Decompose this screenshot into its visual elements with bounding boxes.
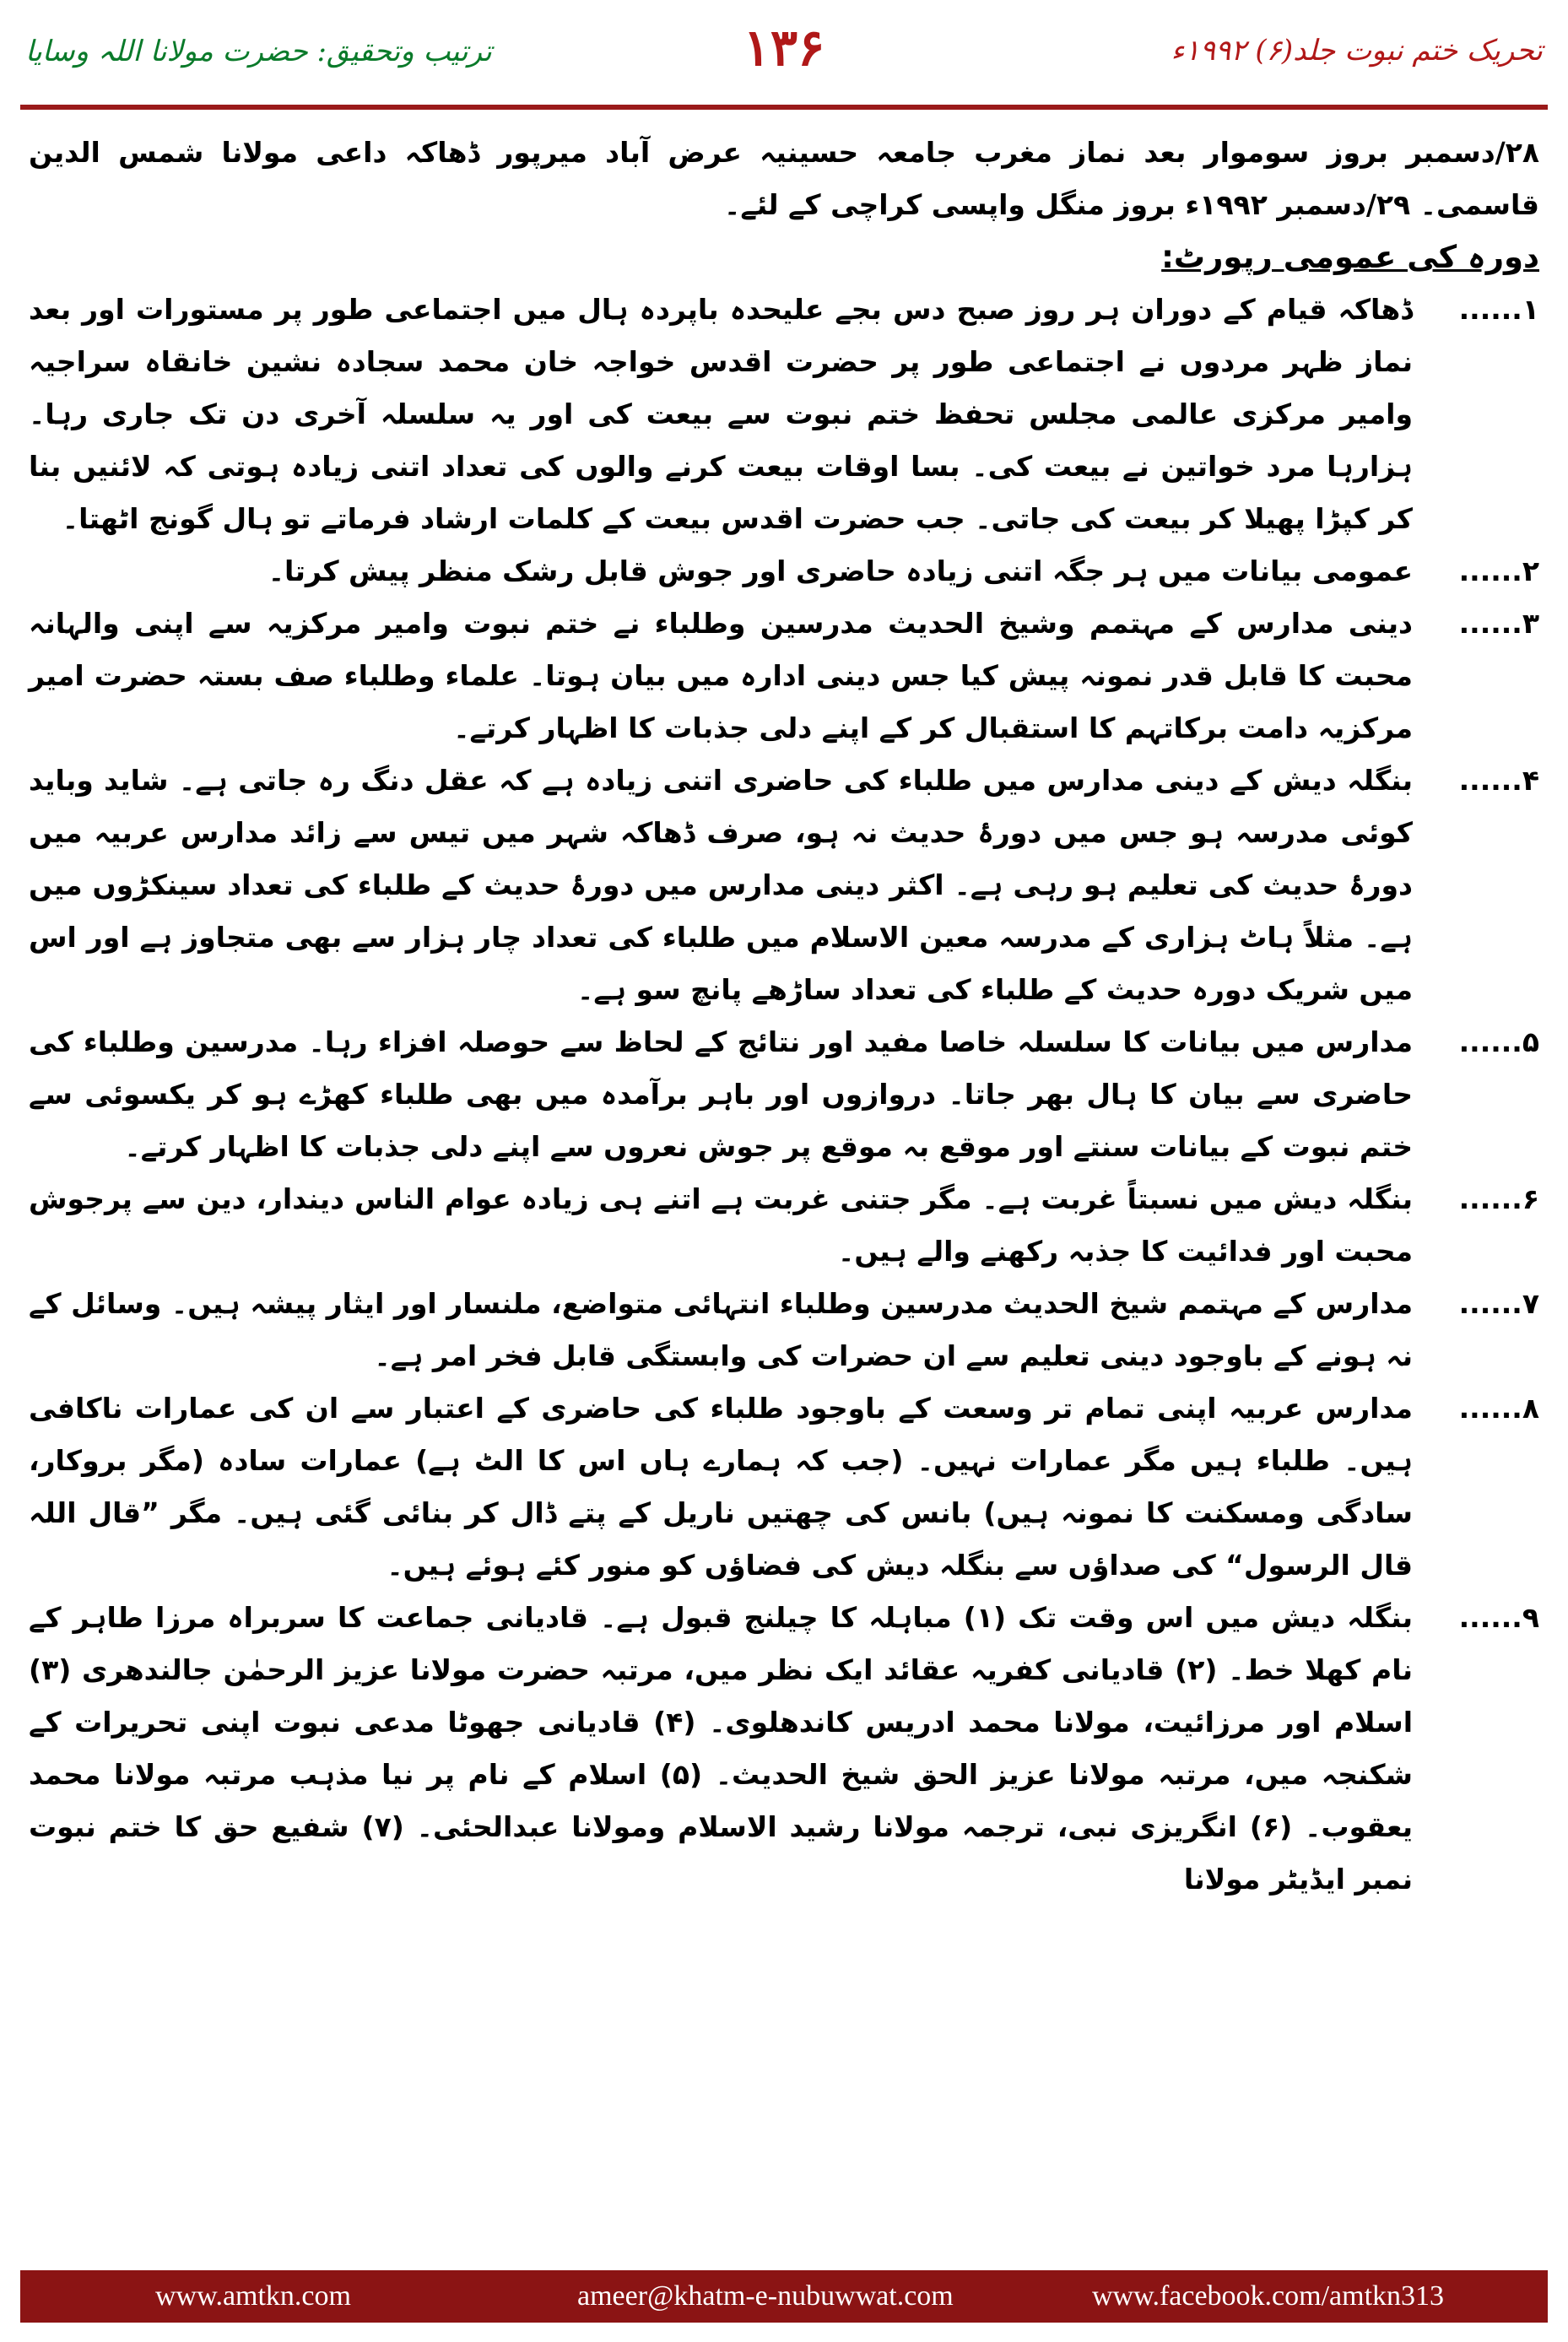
item-number: ۴...... xyxy=(1458,764,1539,797)
intro-paragraph: ۲۸/دسمبر بروز سوموار بعد نماز مغرب جامعہ حسینیہ عرض آباد میرپور ڈھاکہ داعی مولانا شمس الدین قاسمی۔ ۲۹/دسمبر ۱۹۹۲ء بروز منگل واپسی کراچی کے لئے۔ xyxy=(29,136,1539,221)
page-footer xyxy=(20,2270,1548,2323)
item-number: ۸...... xyxy=(1458,1392,1539,1425)
list-item xyxy=(29,1382,1539,1592)
item-number: ۳...... xyxy=(1458,607,1539,640)
item-number: ۷...... xyxy=(1458,1287,1539,1320)
footer-facebook-link[interactable]: www.facebook.com/amtkn313 xyxy=(1092,2280,1445,2312)
item-text: دینی مدارس کے مہتمم وشیخ الحدیث مدرسین وطلباء نے ختم نبوت وامیر مرکزیہ سے اپنی والہانہ محبت کا قابل قدر نمونہ پیش کیا جس دینی ادارہ میں بیان ہوتا۔ علماء وطلباء صف بستہ حضرت امیر مرکزیہ دامت برکاتہم کا استقبال کر کے اپنے دلی جذبات کا اظہار کرتے۔ xyxy=(29,607,1413,744)
list-item xyxy=(29,1173,1539,1278)
list-item xyxy=(29,284,1539,545)
item-number: ۱...... xyxy=(1458,293,1539,326)
item-number: ۶...... xyxy=(1458,1182,1539,1215)
item-text: مدارس میں بیانات کا سلسلہ خاصا مفید اور نتائج کے لحاظ سے حوصلہ افزاء رہا۔ مدرسین وطلباء کی حاضری سے بیان کا ہال بھر جاتا۔ دروازوں اور باہر برآمدہ میں بھی طلباء کھڑے ہو کر یکسوئی سے ختم نبوت کے بیانات سنتے اور موقع بہ موقع پر جوش نعروں سے اپنے دلی جذبات کا اظہار کرتے۔ xyxy=(29,1025,1413,1163)
item-text: عمومی بیانات میں ہر جگہ اتنی زیادہ حاضری اور جوش قابل رشک منظر پیش کرتا۔ xyxy=(268,554,1413,587)
section-heading: دورہ کی عمومی رپورٹ: xyxy=(1161,239,1539,275)
page-body xyxy=(29,127,1539,2194)
item-text: بنگلہ دیش کے دینی مدارس میں طلباء کی حاضری اتنی زیادہ ہے کہ عقل دنگ رہ جاتی ہے۔ شاید وباید کوئی مدرسہ ہو جس میں دورۂ حدیث نہ ہو، صرف ڈھاکہ شہر میں تیس سے زائد مدارس عربیہ میں دورۂ حدیث کی تعلیم ہو رہی ہے۔ اکثر دینی مدارس میں دورۂ حدیث کے طلباء کی تعداد سینکڑوں میں ہے۔ مثلاً ہاٹ ہزاری کے مدرسہ معین الاسلام میں طلباء کی تعداد چار ہزار سے بھی متجاوز ہے اور اس میں شریک دورہ حدیث کے طلباء کی تعداد ساڑھے پانچ سو ہے۔ xyxy=(29,764,1413,1006)
list-item xyxy=(29,755,1539,1016)
footer-email-link[interactable]: ameer@khatm-e-nubuwwat.com xyxy=(577,2280,954,2312)
item-number: ۵...... xyxy=(1458,1025,1539,1058)
item-text: مدارس کے مہتمم شیخ الحدیث مدرسین وطلباء انتہائی متواضع، ملنسار اور ایثار پیشہ ہیں۔ وسائل کے نہ ہونے کے باوجود دینی تعلیم سے ان حضرات کی وابستگی قابل فخر امر ہے۔ xyxy=(29,1287,1413,1372)
item-text: بنگلہ دیش میں اس وقت تک (۱) مباہلہ کا چیلنج قبول ہے۔ قادیانی جماعت کا سربراہ مرزا طاہر کے نام کھلا خط۔ (۲) قادیانی کفریہ عقائد ایک نظر میں، مرتبہ حضرت مولانا عزیز الرحمٰن جالندھری (۳) اسلام اور مرزائیت، مولانا محمد ادریس کاندھلوی۔ (۴) قادیانی جھوٹا مدعی نبوت اپنی تحریرات کے شکنجہ میں، مرتبہ مولانا عزیز الحق شیخ الحدیث۔ (۵) اسلام کے نام پر نیا مذہب مرتبہ مولانا محمد یعقوب۔ (۶) انگریزی نبی، ترجمہ مولانا رشید الاسلام ومولانا عبدالحئی۔ (۷) شفیع حق کا ختم نبوت نمبر ایڈیٹر مولانا xyxy=(29,1601,1414,1896)
header-book-title: تحریک ختم نبوت جلد(۶) ۱۹۹۲ء xyxy=(1171,34,1543,68)
list-item xyxy=(29,545,1539,598)
page-number: ۱۳۶ xyxy=(743,19,825,78)
header-divider xyxy=(20,105,1548,110)
footer-website-link[interactable]: www.amtkn.com xyxy=(155,2280,351,2312)
list-item xyxy=(29,598,1539,755)
header-compiler: ترتیب وتحقیق: حضرت مولانا اللہ وسایا xyxy=(25,35,492,68)
list-item xyxy=(29,1016,1539,1173)
page-header xyxy=(0,0,1568,118)
item-number: ۹...... xyxy=(1458,1601,1539,1634)
list-item xyxy=(29,1278,1539,1382)
item-text: مدارس عربیہ اپنی تمام تر وسعت کے باوجود طلباء کی حاضری کے اعتبار سے ان کی عمارات ناکافی ہیں۔ طلباء ہیں مگر عمارات نہیں۔ (جب کہ ہمارے ہاں اس کا الٹ ہے) عمارات سادہ (مگر بروکار، سادگی ومسکنت کا نمونہ ہیں) بانس کی چھتیں ناریل کے پتے ڈال کر بنائی گئی ہیں۔ مگر ”قال اللہ قال الرسول“ کی صداؤں سے بنگلہ دیش کی فضاؤں کو منور کئے ہوئے ہیں۔ xyxy=(29,1392,1413,1582)
item-number: ۲...... xyxy=(1458,554,1539,587)
list-item xyxy=(29,1592,1539,1906)
item-text: بنگلہ دیش میں نسبتاً غربت ہے۔ مگر جتنی غربت ہے اتنے ہی زیادہ عوام الناس دیندار، دین سے پرجوش محبت اور فدائیت کا جذبہ رکھنے والے ہیں۔ xyxy=(29,1182,1413,1268)
item-text: ڈھاکہ قیام کے دوران ہر روز صبح دس بجے علیحدہ باپردہ ہال میں اجتماعی طور پر مستورات اور بعد نماز ظہر مردوں نے اجتماعی طور پر حضرت اقدس خواجہ خان محمد سجادہ نشین خانقاہ سراجیہ وامیر مرکزی عالمی مجلس تحفظ ختم نبوت سے بیعت کی اور یہ سلسلہ آخری دن تک جاری رہا۔ ہزارہا مرد خواتین نے بیعت کی۔ بسا اوقات بیعت کرنے والوں کی تعداد اتنی زیادہ ہوتی کہ لائنیں بنا کر کپڑا پھیلا کر بیعت کی جاتی۔ جب حضرت اقدس بیعت کے کلمات ارشاد فرماتے تو ہال گونج اٹھتا۔ xyxy=(29,293,1413,535)
